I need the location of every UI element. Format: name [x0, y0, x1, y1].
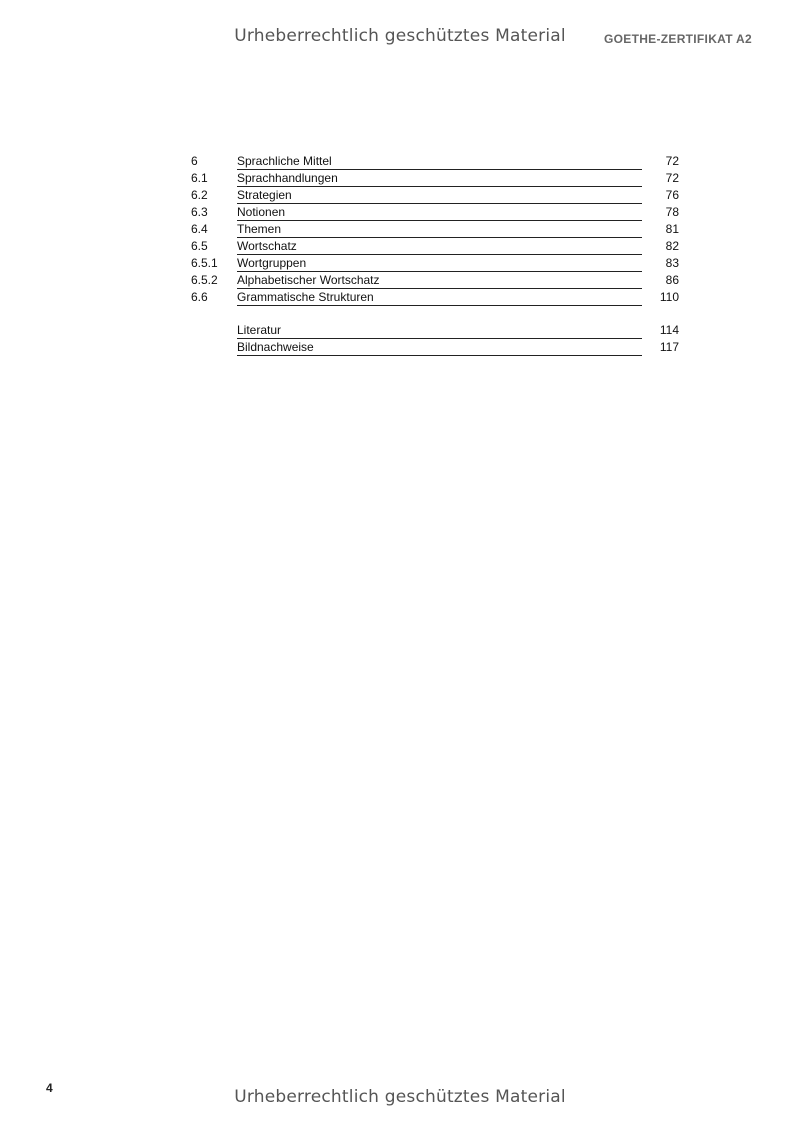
- toc-entry-title: Wortgruppen: [237, 257, 642, 272]
- toc-entry-page: 83: [665, 256, 679, 270]
- toc-entry-number: 6.2: [191, 188, 208, 202]
- toc-entry-number: 6.5.2: [191, 273, 218, 287]
- toc-entry-number: 6.5: [191, 239, 208, 253]
- toc-entry-number: 6.5.1: [191, 256, 218, 270]
- toc-entry-page: 72: [665, 171, 679, 185]
- watermark-top: Urheberrechtlich geschütztes Material: [234, 26, 566, 46]
- toc-entry: [191, 255, 681, 272]
- toc-entry-title: Sprachhandlungen: [237, 172, 642, 187]
- toc-entry-title: Literatur: [237, 324, 642, 339]
- toc-entry: [191, 221, 681, 238]
- toc-entry-page: 117: [659, 340, 679, 354]
- toc-entry-title: Notionen: [237, 206, 642, 221]
- toc-entry-number: 6: [191, 154, 198, 168]
- toc-entry: [191, 272, 681, 289]
- toc-entry-page: 72: [665, 154, 679, 168]
- toc-entry: [191, 339, 681, 356]
- toc-entry-number: 6.4: [191, 222, 208, 236]
- toc-entry-title: Sprachliche Mittel: [237, 155, 642, 170]
- toc-entry-page: 78: [665, 205, 679, 219]
- toc-entry-title: Wortschatz: [237, 240, 642, 255]
- toc-entry-title: Strategien: [237, 189, 642, 204]
- toc-entry: [191, 204, 681, 221]
- toc-entry-number: 6.6: [191, 290, 208, 304]
- toc-entry-title: Themen: [237, 223, 642, 238]
- toc-entry: [191, 153, 681, 170]
- toc-entry: [191, 170, 681, 187]
- toc-entry-title: Alphabetischer Wortschatz: [237, 274, 642, 289]
- toc-entry-number: 6.3: [191, 205, 208, 219]
- toc-entry-page: 86: [665, 273, 679, 287]
- toc-entry: [191, 322, 681, 339]
- toc-entry-page: 114: [659, 323, 679, 337]
- header-label: GOETHE-ZERTIFIKAT A2: [604, 32, 752, 46]
- toc-entry-page: 76: [665, 188, 679, 202]
- toc-entry-number: 6.1: [191, 171, 208, 185]
- toc-entry: [191, 238, 681, 255]
- watermark-bottom: Urheberrechtlich geschütztes Material: [234, 1087, 566, 1107]
- toc-entry-title: Bildnachweise: [237, 341, 642, 356]
- page-number: 4: [46, 1081, 53, 1095]
- toc-entry-page: 82: [665, 239, 679, 253]
- toc-entry: [191, 187, 681, 204]
- toc-entry-page: 110: [659, 290, 679, 304]
- table-of-contents: [191, 153, 681, 356]
- toc-entry: [191, 289, 681, 306]
- toc-entry-page: 81: [665, 222, 679, 236]
- toc-entry-title: Grammatische Strukturen: [237, 291, 642, 306]
